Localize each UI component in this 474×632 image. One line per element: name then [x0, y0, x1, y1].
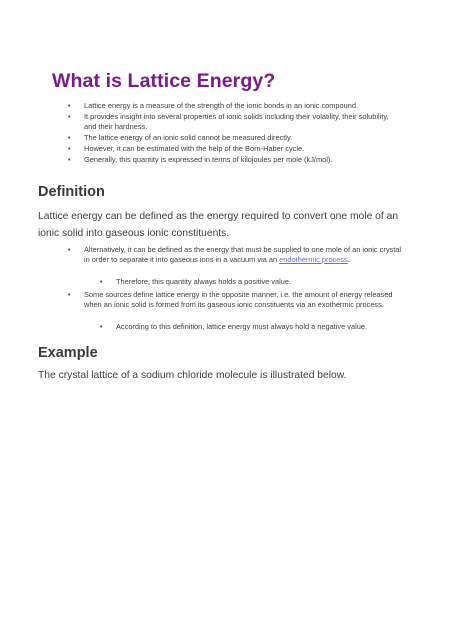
list-item: [68, 155, 398, 165]
bullet-icon: •: [100, 277, 103, 286]
list-item: [68, 245, 408, 265]
list-item: [100, 322, 420, 332]
bullet-icon: •: [100, 322, 103, 331]
list-item-text: The lattice energy of an ionic solid cannot be measured directly.: [84, 133, 293, 142]
intro-bullet-list: [68, 101, 398, 165]
list-item: [68, 112, 398, 132]
list-item-text: However, it can be estimated with the help of the Born-Haber cycle.: [84, 144, 305, 153]
endothermic-process-link[interactable]: endothermic process: [279, 255, 348, 264]
list-item-text: Alternatively, it can be defined as the energy that must be supplied to one mole of an ionic crystal in order to separate it into gaseous ions in a vacuum via an: [84, 245, 402, 264]
bullet-icon: •: [68, 155, 71, 164]
list-item-text: It provides insight into several properties of ionic solids including their volatility, their solubility, and their hardness.: [84, 112, 389, 131]
example-paragraph: The crystal lattice of a sodium chloride molecule is illustrated below.: [38, 370, 347, 381]
bullet-icon: •: [68, 101, 71, 110]
definition-paragraph: Lattice energy can be defined as the energy required to convert one mole of an ionic solid into gaseous ionic constituents.: [38, 211, 399, 239]
bullet-icon: •: [68, 112, 71, 121]
definition-bullet-list: [68, 245, 408, 265]
list-item: [68, 144, 398, 154]
bullet-icon: •: [68, 245, 71, 254]
list-item-text: Some sources define lattice energy in the opposite manner, i.e. the amount of energy released when an ionic solid is formed from its gaseous ionic constituents via an exothermic process.: [84, 290, 393, 309]
list-item: [68, 133, 398, 143]
bullet-icon: •: [68, 144, 71, 153]
definition-sub-list: [100, 277, 420, 287]
list-item: [68, 290, 403, 310]
list-item-text: .: [347, 255, 350, 264]
list-item-text: Lattice energy is a measure of the strength of the ionic bonds in an ionic compound.: [84, 101, 359, 110]
example-heading: Example: [38, 345, 98, 361]
bullet-icon: •: [68, 290, 71, 299]
list-item: [68, 101, 398, 111]
definition-sub-list-2: [100, 322, 420, 332]
list-item: [100, 277, 420, 287]
list-item-text: According to this definition, lattice energy must always hold a negative value.: [116, 322, 368, 331]
list-item-text: Therefore, this quantity always holds a positive value.: [116, 277, 292, 286]
page-title: What is Lattice Energy?: [52, 70, 276, 92]
definition-heading: Definition: [38, 184, 105, 200]
list-item-text: Generally, this quantity is expressed in terms of kilojoules per mole (kJ/mol).: [84, 155, 333, 164]
bullet-icon: •: [68, 133, 71, 142]
definition-bullet-list-2: [68, 290, 403, 310]
